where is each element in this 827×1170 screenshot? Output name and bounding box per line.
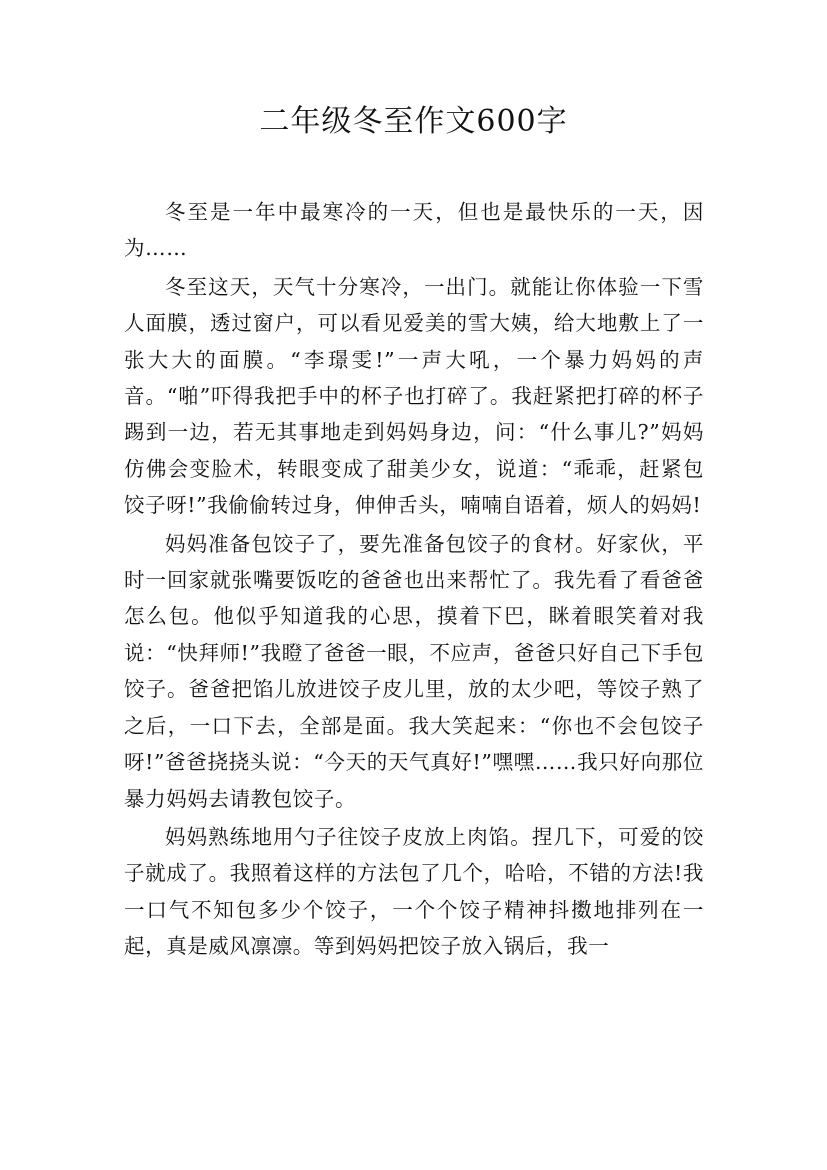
paragraph-2: 冬至这天，天气十分寒冷，一出门。就能让你体验一下雪人面膜，透过窗户，可以看见爱美的雪大姨，给大地敷上了一张大大的面膜。“李璟雯!”一声大吼，一个暴力妈妈的声音。“啪”吓得我把手中的杯子也打碎了。我赶紧把打碎的杯子踢到一边，若无其事地走到妈妈身边，问：“什么事儿?”妈妈仿佛会变脸术，转眼变成了甜美少女，说道：“乖乖，赶紧包饺子呀!”我偷偷转过身，伸伸舌头，喃喃自语着，烦人的妈妈! <box>124 274 704 518</box>
paragraph-3: 妈妈准备包饺子了，要先准备包饺子的食材。好家伙，平时一回家就张嘴要饭吃的爸爸也出来帮忙了。我先看了看爸爸怎么包。他似乎知道我的心思，摸着下巴，眯着眼笑着对我说：“快拜师!”我瞪了爸爸一眼，不应声，爸爸只好自己下手包饺子。爸爸把馅儿放进饺子皮儿里，放的太少吧，等饺子熟了之后，一口下去，全部是面。我大笑起来：“你也不会包饺子呀!”爸爸挠挠头说：“今天的天气真好!”嘿嘿……我只好向那位暴力妈妈去请教包饺子。 <box>124 531 704 811</box>
document-body <box>124 194 704 965</box>
document-title: 二年级冬至作文600字 <box>259 104 568 139</box>
paragraph-1: 冬至是一年中最寒冷的一天，但也是最快乐的一天，因为…… <box>124 200 704 261</box>
paragraph-4: 妈妈熟练地用勺子往饺子皮放上肉馅。捏几下，可爱的饺子就成了。我照着这样的方法包了几个，哈哈，不错的方法!我一口气不知包多少个饺子，一个个饺子精神抖擞地排列在一起，真是威风凛凛。等到妈妈把饺子放入锅后，我一 <box>124 824 704 959</box>
